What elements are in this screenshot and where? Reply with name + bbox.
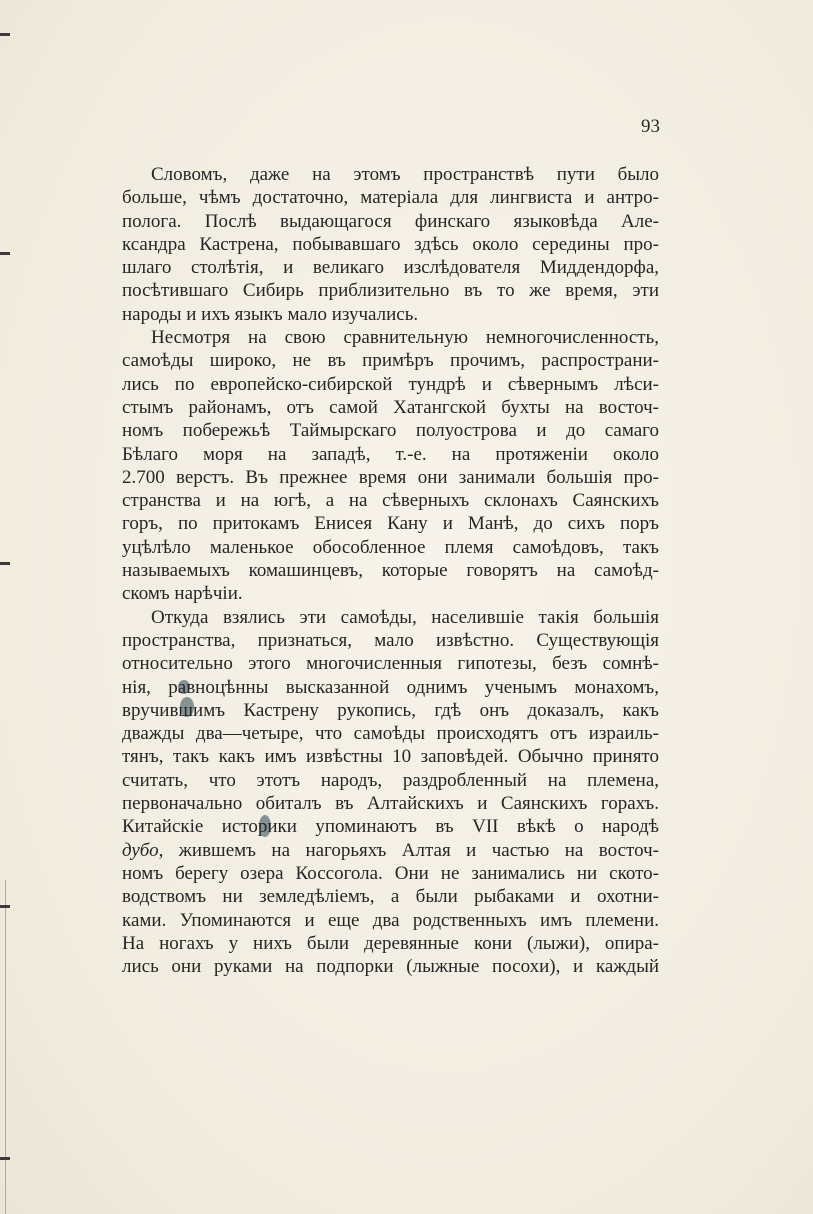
text-line: тянъ, такъ какъ имъ извѣстны 10 заповѣдей. Обычно принято [122, 746, 659, 768]
text-line: относительно этого многочисленныя гипотезы, безъ сомнѣ- [122, 653, 659, 675]
text-line: Словомъ, даже на этомъ пространствѣ пути было [151, 164, 659, 185]
text-line: посѣтившаго Сибирь приблизительно въ то же время, эти [122, 280, 659, 302]
text-line: ксандра Кастрена, побывавшаго здѣсь около середины про- [122, 233, 659, 255]
paragraph-1 [122, 163, 659, 326]
italic-word: дубо [122, 839, 159, 861]
text-line: называемыхъ комашинцевъ, которые говорятъ на самоѣд- [122, 560, 659, 582]
binding-mark [0, 33, 10, 36]
text-line: считать, что этотъ народъ, раздробленный на племена, [122, 769, 659, 791]
text-line: На ногахъ у нихъ были деревянные кони (лыжи), опира- [122, 932, 659, 954]
text-line: номъ побережьѣ Таймырскаго полуострова и до самаго [122, 420, 659, 442]
page-number: 93 [641, 116, 660, 137]
text-line-italic: дубо, жившемъ на нагорьяхъ Алтая и частью на восточ- [122, 839, 659, 861]
body-text [122, 163, 659, 978]
text-line: дважды два—четыре, что самоѣды происходятъ отъ израиль- [122, 723, 659, 745]
paragraph-3 [122, 606, 659, 979]
text-line: Китайскіе историки упоминаютъ въ VII вѣкѣ о народѣ [122, 816, 659, 838]
text-line: пространства, признаться, мало извѣстно. Существующія [122, 629, 659, 651]
text-line: Бѣлаго моря на западѣ, т.-е. на протяженіи около [122, 443, 659, 465]
text-line: скомъ нарѣчіи. [122, 583, 243, 605]
text-line: стымъ районамъ, отъ самой Хатангской бухты на восточ- [122, 396, 659, 418]
text-line: ками. Упоминаются и еще два родственныхъ имъ племени. [122, 909, 659, 931]
text-line: самоѣды широко, не въ примѣръ прочимъ, распространи- [122, 350, 659, 372]
text-line: шлаго столѣтія, и великаго изслѣдователя Миддендорфа, [122, 257, 659, 279]
paragraph-2 [122, 326, 659, 606]
binding-mark [0, 562, 10, 565]
text-line: уцѣлѣло маленькое обособленное племя самоѣдовъ, такъ [122, 536, 659, 558]
text-line: народы и ихъ языкъ мало изучались. [122, 303, 419, 325]
binding-line [5, 880, 6, 1214]
text-line: номъ берегу озера Коссогола. Они не занимались ни ското- [122, 862, 659, 884]
text-line: больше, чѣмъ достаточно, матеріала для лингвиста и антро- [122, 187, 659, 209]
text-line: 2.700 верстъ. Въ прежнее время они занимали большія про- [122, 466, 659, 488]
text-line: первоначально обиталъ въ Алтайскихъ и Саянскихъ горахъ. [122, 793, 659, 815]
text-line: водствомъ ни земледѣліемъ, а были рыбаками и охотни- [122, 886, 659, 908]
text-line: странства и на югѣ, а на сѣверныхъ склонахъ Саянскихъ [122, 490, 659, 512]
text-line: горъ, по притокамъ Енисея Кану и Манѣ, до сихъ поръ [122, 513, 659, 535]
text-line: лись они руками на подпорки (лыжные посохи), и каждый [122, 956, 659, 978]
text-line: полога. Послѣ выдающагося финскаго языковѣда Але- [122, 210, 659, 232]
binding-mark [0, 252, 10, 255]
text-line: Несмотря на свою сравнительную немногочисленность, [151, 327, 659, 349]
text-line: нія, равноцѣнны высказанной однимъ ученымъ монахомъ, [122, 676, 659, 698]
text-line: лись по европейско-сибирской тундрѣ и сѣвернымъ лѣси- [122, 373, 659, 395]
text-line: Откуда взялись эти самоѣды, населившіе такія большія [151, 606, 659, 628]
text-line: вручившимъ Кастрену рукопись, гдѣ онъ доказалъ, какъ [122, 699, 659, 721]
